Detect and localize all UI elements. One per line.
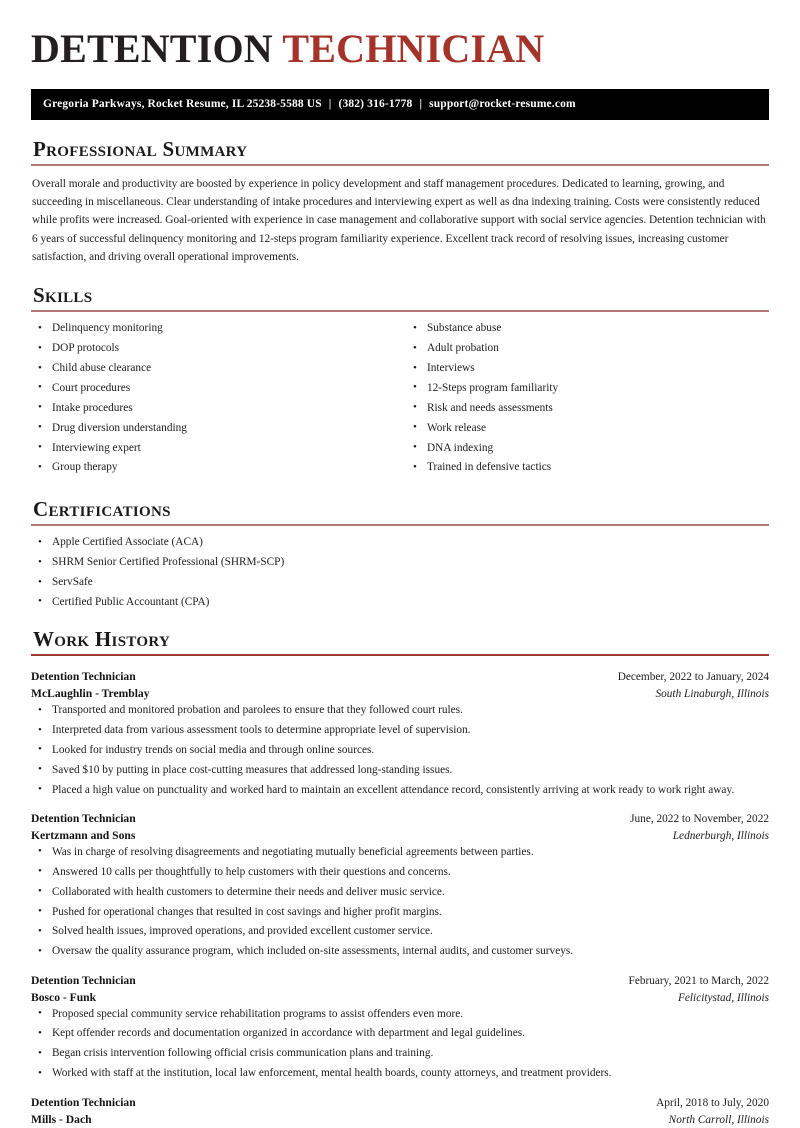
title-second-word: TECHNICIAN [282,26,545,71]
job-title: Detention Technician [31,973,136,987]
section-heading-summary: Professional Summary [33,136,248,161]
list-item: • Looked for industry trends on social media and through online sources. [31,743,769,758]
section-heading-certifications: Certifications [33,497,171,522]
contact-bar [31,89,769,120]
job-header-row [31,811,769,828]
list-item: • Interviews [406,361,769,376]
job-bullets [31,1007,769,1082]
contact-phone: (382) 316-1778 [338,98,413,111]
job-company: Kertzmann and Sons [31,829,136,843]
contact-line [43,98,576,110]
list-item: • Substance abuse [406,321,769,336]
skills-columns [31,321,769,480]
list-item: • 12-Steps program familiarity [406,381,769,396]
list-item: • Interpreted data from various assessment tools to determine appropriate level of supervision. [31,723,769,738]
job-header-row [31,1095,769,1112]
job-company: Bosco - Funk [31,990,97,1004]
job-bullets [31,845,769,960]
job-location: Lednerburgh, Illinois [672,830,769,843]
section-certifications [31,498,769,610]
job-dates: June, 2022 to November, 2022 [630,813,769,826]
job-dates: April, 2018 to July, 2020 [656,1096,769,1109]
list-item: • Drug diversion understanding [31,421,400,436]
section-rule-summary [31,164,769,166]
list-item: • Adult probation [406,341,769,356]
list-item: • SHRM Senior Certified Professional (SHRM-SCP) [31,555,769,570]
job-title: Detention Technician [31,1095,136,1109]
list-item: • Placed a high value on punctuality and worked hard to maintain an excellent attendance record, consistently arriving at work ready to work right away. [31,783,769,798]
work-history-entry [31,973,769,1082]
list-item: • Intake procedures [31,401,400,416]
list-item: • Was in charge of resolving disagreements and negotiating mutually beneficial agreements between parties. [31,845,769,860]
job-company: Mills - Dach [31,1112,92,1126]
list-item: • Saved $10 by putting in place cost-cutting measures that addressed long-standing issues. [31,763,769,778]
list-item: • Court procedures [31,381,400,396]
list-item: • Child abuse clearance [31,361,400,376]
job-subheader-row [31,686,769,703]
page-title [31,0,769,72]
list-item: • Certified Public Accountant (CPA) [31,595,769,610]
job-location: North Carroll, Illinois [668,1113,769,1126]
section-rule-work-history [31,654,769,656]
job-location: Felicitystad, Illinois [678,991,769,1004]
list-item: • Solved health issues, improved operations, and provided excellent customer service. [31,924,769,939]
contact-separator-1: | [328,98,332,111]
work-history-entry [31,1095,769,1128]
list-item: • Kept offender records and documentation organized in accordance with department and legal guidelines. [31,1026,769,1041]
list-item: • Delinquency monitoring [31,321,400,336]
list-item: • Apple Certified Associate (ACA) [31,535,769,550]
list-item: • Began crisis intervention following official crisis communication plans and training. [31,1046,769,1061]
list-item: • DOP protocols [31,341,400,356]
section-heading-skills: Skills [33,283,93,308]
job-header-row [31,973,769,990]
list-item: • Trained in defensive tactics [406,460,769,475]
job-dates: February, 2021 to March, 2022 [628,974,769,987]
section-work-history [31,628,769,1128]
list-item: • ServSafe [31,575,769,590]
job-title: Detention Technician [31,670,136,684]
list-item: • Work release [406,421,769,436]
contact-email[interactable]: support@rocket-resume.com [429,98,576,111]
job-subheader-row [31,1112,769,1128]
section-rule-skills [31,310,769,312]
section-heading-work-history: Work History [33,627,171,652]
list-item: • Risk and needs assessments [406,401,769,416]
certifications-list [31,535,769,610]
list-item: • Collaborated with health customers to determine their needs and deliver music service. [31,885,769,900]
list-item: • Oversaw the quality assurance program, which included on-site assessments, internal audits, and customer surveys. [31,944,769,959]
skills-column-left [31,321,400,480]
job-subheader-row [31,990,769,1007]
list-item: • Group therapy [31,460,400,475]
section-rule-certifications [31,524,769,526]
job-dates: December, 2022 to January, 2024 [617,671,769,684]
summary-text: Overall morale and productivity are boosted by experience in policy development and staff management procedures. Dedicated to learning, growing, and succeeding in miscellaneous. Clear understanding of intake procedures and interviewing expert as well as dna indexing training. Costs were consistently reduced while profits were increased. Goal-oriented with experience in case management and collaborative support with social service agencies. Detention technician with 6 years of successful delinquency monitoring and 12-steps program familiarity experience. Excellent track record of resolving issues, increasing customer satisfaction, and driving overall operational improvements. [32,177,766,264]
title-first-word: DETENTION [31,26,273,71]
list-item: • DNA indexing [406,441,769,456]
job-subheader-row [31,828,769,845]
list-item: • Answered 10 calls per thoughtfully to help customers with their questions and concerns. [31,865,769,880]
list-item: • Interviewing expert [31,441,400,456]
list-item: • Worked with staff at the institution, local law enforcement, mental health boards, county attorneys, and treatment providers. [31,1066,769,1081]
work-history-entry [31,811,769,960]
section-professional-summary [31,138,769,267]
job-location: South Linaburgh, Illinois [655,688,769,701]
job-bullets [31,703,769,798]
list-item: • Proposed special community service rehabilitation programs to assist offenders even more. [31,1007,769,1022]
job-title: Detention Technician [31,812,136,826]
job-company: McLaughlin - Tremblay [31,687,150,701]
skills-list-right [406,321,769,475]
skills-list-left [31,321,400,475]
list-item: • Pushed for operational changes that resulted in cost savings and higher profit margins. [31,905,769,920]
skills-column-right [400,321,769,480]
job-header-row [31,669,769,686]
section-skills [31,284,769,480]
work-history-entry [31,669,769,798]
contact-address: Gregoria Parkways, Rocket Resume, IL 25238-5588 US [43,98,322,111]
contact-separator-2: | [419,98,423,111]
list-item: • Transported and monitored probation and parolees to ensure that they followed court rules. [31,703,769,718]
